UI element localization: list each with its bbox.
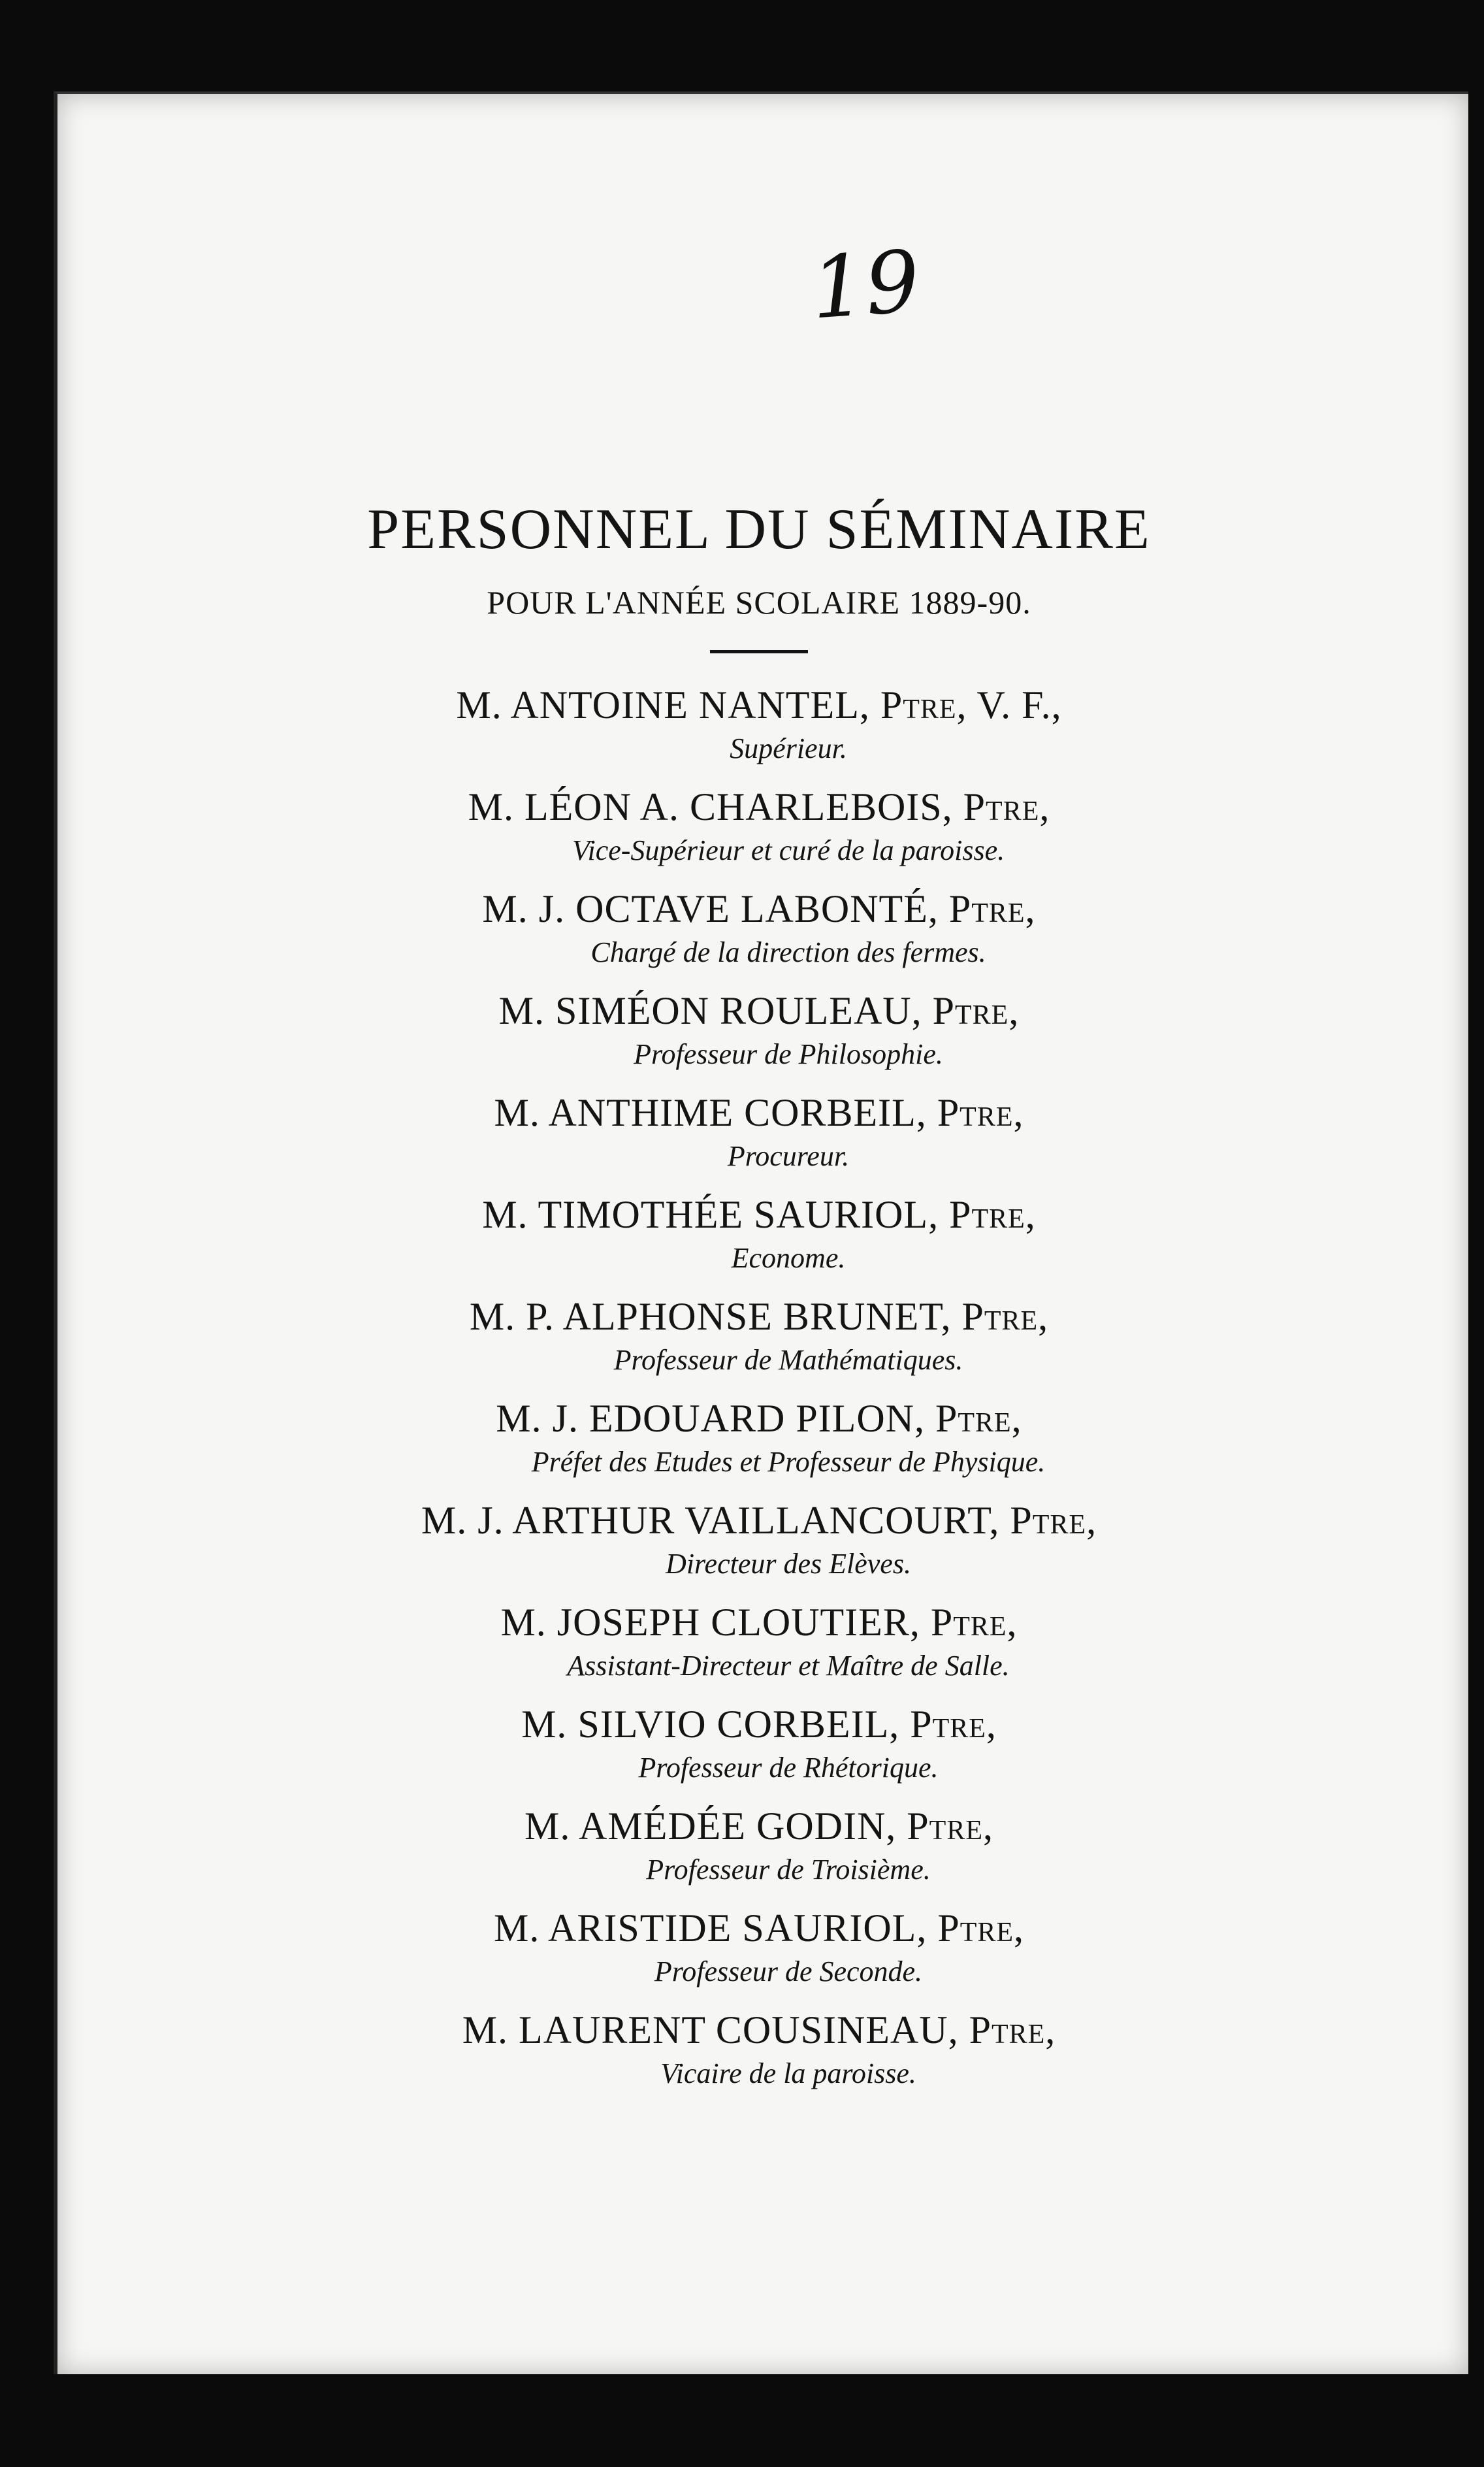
title-divider [710, 650, 808, 653]
staff-role: Préfet des Etudes et Professeur de Physique. [531, 1446, 1046, 1478]
staff-title: Ptre, [932, 989, 1020, 1032]
page-title: PERSONNEL DU SÉMINAIRE [367, 498, 1151, 561]
staff-name: M. TIMOTHÉE SAURIOL, [482, 1193, 939, 1236]
staff-name: M. AMÉDÉE GODIN, [524, 1805, 897, 1848]
staff-role: Professeur de Philosophie. [634, 1038, 943, 1070]
staff-entry [54, 781, 1464, 869]
staff-role: Supérieur. [730, 732, 847, 764]
staff-name: M. J. ARTHUR VAILLANCOURT, [421, 1499, 1000, 1542]
staff-entry [54, 1597, 1464, 1684]
staff-role: Professeur de Rhétorique. [638, 1752, 939, 1784]
staff-name-line [54, 1393, 1464, 1444]
staff-list [54, 679, 1464, 2092]
staff-name: M. ANTHIME CORBEIL, [494, 1091, 927, 1134]
staff-role: Vice-Supérieur et curé de la paroisse. [572, 834, 1005, 866]
staff-name: M. LÉON A. CHARLEBOIS, [468, 785, 953, 828]
staff-name: M. J. OCTAVE LABONTÉ, [482, 887, 939, 930]
staff-title: Ptre, [969, 2008, 1056, 2051]
staff-title: Ptre, [930, 1601, 1018, 1644]
staff-title: Ptre, [907, 1805, 993, 1848]
staff-name-line [54, 1495, 1464, 1546]
staff-title: Ptre, [963, 785, 1050, 828]
page-subtitle: POUR L'ANNÉE SCOLAIRE 1889-90. [487, 584, 1031, 621]
staff-name: M. J. EDOUARD PILON, [496, 1397, 925, 1440]
staff-entry [54, 1699, 1464, 1786]
staff-name-line [54, 1903, 1464, 1953]
staff-title: Ptre, [937, 1906, 1025, 1950]
staff-name-line [54, 1597, 1464, 1648]
staff-title: Ptre, [937, 1091, 1024, 1134]
staff-role: Chargé de la direction des fermes. [590, 936, 986, 968]
staff-role: Professeur de Mathématiques. [613, 1344, 963, 1376]
staff-name-line [54, 985, 1464, 1036]
staff-title: Ptre, [910, 1703, 997, 1746]
staff-title: Ptre, [961, 1295, 1049, 1338]
staff-name: M. ARISTIDE SAURIOL, [493, 1906, 928, 1950]
staff-role: Vicaire de la paroisse. [660, 2057, 916, 2089]
staff-entry [54, 1087, 1464, 1175]
staff-name-line [54, 1699, 1464, 1750]
staff-title: Ptre, [949, 1193, 1036, 1236]
staff-role: Assistant-Directeur et Maître de Salle. [567, 1650, 1010, 1682]
staff-entry [54, 1189, 1464, 1277]
staff-entry [54, 2004, 1464, 2092]
staff-name-line [54, 2004, 1464, 2055]
staff-entry [54, 1291, 1464, 1379]
staff-title: Ptre, V. F., [880, 683, 1062, 727]
staff-entry [54, 1393, 1464, 1480]
staff-title: Ptre, [1010, 1499, 1097, 1542]
staff-entry [54, 985, 1464, 1073]
staff-role: Directeur des Elèves. [666, 1548, 911, 1580]
staff-name: M. JOSEPH CLOUTIER, [500, 1601, 920, 1644]
staff-name-line [54, 1189, 1464, 1240]
staff-entry [54, 1495, 1464, 1582]
staff-name: M. SILVIO CORBEIL, [521, 1703, 900, 1746]
staff-name-line [54, 1801, 1464, 1852]
staff-role: Procureur. [727, 1140, 850, 1172]
staff-role: Professeur de Seconde. [654, 1955, 923, 1987]
staff-name: M. SIMÉON ROULEAU, [498, 989, 922, 1032]
staff-role: Professeur de Troisième. [646, 1854, 931, 1886]
staff-name-line [54, 883, 1464, 934]
staff-title: Ptre, [935, 1397, 1022, 1440]
staff-name: M. P. ALPHONSE BRUNET, [469, 1295, 952, 1338]
staff-role: Econome. [731, 1242, 846, 1274]
staff-name-line [54, 781, 1464, 832]
staff-title: Ptre, [948, 887, 1036, 930]
staff-name-line [54, 1087, 1464, 1138]
staff-name: M. LAURENT COUSINEAU, [462, 2008, 959, 2051]
handwritten-page-number: 19 [807, 231, 923, 338]
staff-name-line [54, 1291, 1464, 1342]
staff-entry [54, 1801, 1464, 1888]
staff-name-line [54, 679, 1464, 730]
staff-entry [54, 679, 1464, 767]
staff-entry [54, 1903, 1464, 1990]
staff-name: M. ANTOINE NANTEL, [456, 683, 870, 727]
staff-entry [54, 883, 1464, 971]
page-content [54, 497, 1464, 2106]
